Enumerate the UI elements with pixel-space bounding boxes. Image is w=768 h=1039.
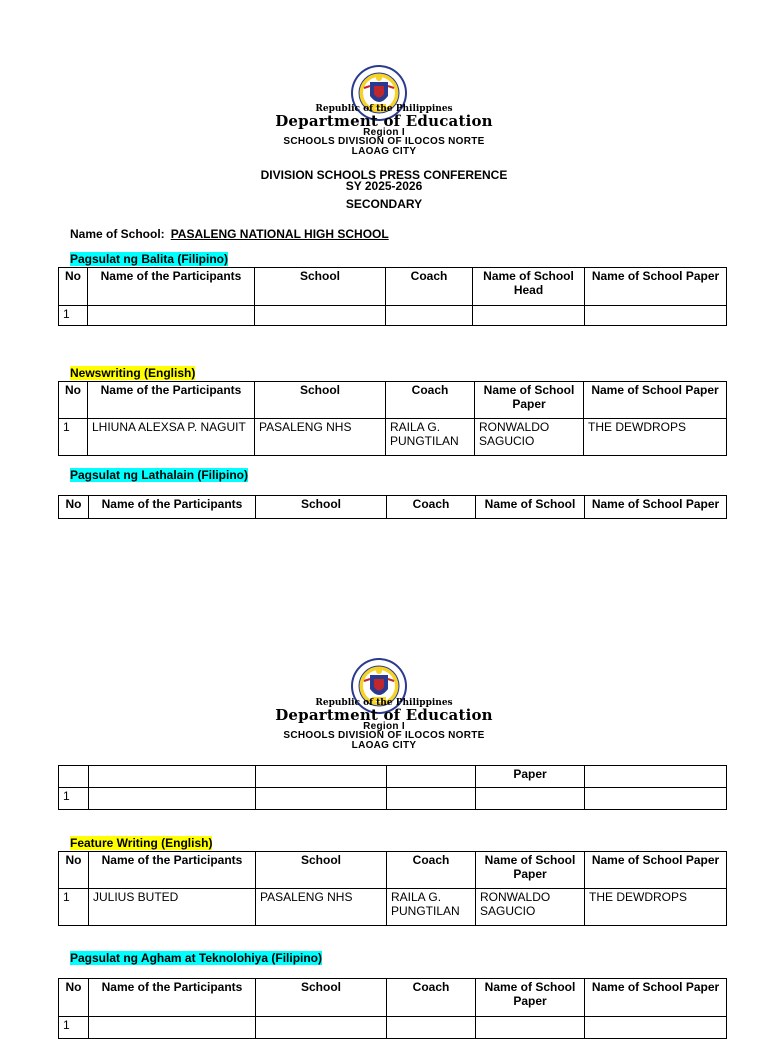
cell-paper <box>585 788 727 810</box>
cell-no: 1 <box>59 889 89 926</box>
header-school-paper: Name of School Paper <box>585 268 727 306</box>
table-row <box>59 889 727 926</box>
cell-school <box>255 306 386 326</box>
cell-participant <box>88 306 255 326</box>
header-school-head: Name of School Paper <box>476 852 585 889</box>
header-participants: Name of the Participants <box>88 382 255 419</box>
table-row <box>59 419 727 456</box>
header-school-paper: Name of School Paper <box>585 496 727 519</box>
conference-sy: SY 2025-2026 <box>345 179 423 193</box>
letterhead-department: Department of Education <box>275 706 493 724</box>
header-participants: Name of the Participants <box>89 852 256 889</box>
cell-school: PASALENG NHS <box>256 889 387 926</box>
cell-participant <box>89 788 256 810</box>
header-school: School <box>256 979 387 1017</box>
cell-participant: LHIUNA ALEXSA P. NAGUIT <box>88 419 255 456</box>
cell-no: 1 <box>59 788 89 810</box>
cell-coach <box>386 306 473 326</box>
header-school-paper: Name of School Paper <box>584 382 727 419</box>
header-school-head: Name of School <box>476 496 585 519</box>
header-coach: Coach <box>387 979 476 1017</box>
table-row <box>59 788 727 810</box>
header-school-head: Name of School Paper <box>476 979 585 1017</box>
header-no: No <box>59 382 88 419</box>
table-lathalain-continued <box>58 765 727 810</box>
header-no: No <box>59 852 89 889</box>
cell-paper: THE DEWDROPS <box>585 889 727 926</box>
header-coach: Coach <box>386 382 475 419</box>
header-school-paper: Name of School Paper <box>585 852 727 889</box>
cell-coach <box>387 788 476 810</box>
header-coach: Coach <box>387 852 476 889</box>
section-title-newswriting: Newswriting (English) <box>70 366 196 380</box>
conference-title: DIVISION SCHOOLS PRESS CONFERENCE <box>260 168 508 182</box>
header-participants: Name of the Participants <box>88 268 255 306</box>
table-feature <box>58 851 727 926</box>
header-no: No <box>59 268 88 306</box>
table-newswriting <box>58 381 727 456</box>
cell-head: RONWALDO SAGUCIO <box>475 419 584 456</box>
cell-coach: RAILA G. PUNGTILAN <box>386 419 475 456</box>
header-school-head-continued: Paper <box>476 766 585 788</box>
section-title-agham: Pagsulat ng Agham at Teknolohiya (Filipino) <box>70 951 323 965</box>
table-balita <box>58 267 727 326</box>
header-participants: Name of the Participants <box>89 496 256 519</box>
header-school-head: Name of School Head <box>473 268 585 306</box>
school-name-line <box>70 227 389 241</box>
cell-no: 1 <box>59 419 88 456</box>
header-participants: Name of the Participants <box>89 979 256 1017</box>
cell-head: RONWALDO SAGUCIO <box>476 889 585 926</box>
cell-school <box>256 788 387 810</box>
section-title-feature: Feature Writing (English) <box>70 836 213 850</box>
letterhead-republic: Republic of the Philippines <box>315 698 453 708</box>
letterhead-city: LAOAG CITY <box>351 146 417 157</box>
header-school: School <box>255 268 386 306</box>
table-agham <box>58 978 727 1039</box>
school-name-value: PASALENG NATIONAL HIGH SCHOOL <box>170 227 389 241</box>
section-title-balita: Pagsulat ng Balita (Filipino) <box>70 252 229 266</box>
cell-coach: RAILA G. PUNGTILAN <box>387 889 476 926</box>
header-coach: Coach <box>386 268 473 306</box>
table-row <box>59 1017 727 1039</box>
cell-no: 1 <box>59 306 88 326</box>
letterhead-department: Department of Education <box>275 112 493 130</box>
conference-level: SECONDARY <box>345 197 423 211</box>
cell-head <box>473 306 585 326</box>
cell-head <box>476 788 585 810</box>
letterhead-region: Region I <box>363 127 405 138</box>
cell-participant: JULIUS BUTED <box>89 889 256 926</box>
header-school: School <box>255 382 386 419</box>
header-school: School <box>256 496 387 519</box>
header-coach: Coach <box>387 496 476 519</box>
cell-no: 1 <box>59 1017 89 1039</box>
letterhead-republic: Republic of the Philippines <box>315 104 453 114</box>
cell-school: PASALENG NHS <box>255 419 386 456</box>
header-no: No <box>59 979 89 1017</box>
cell-paper <box>585 306 727 326</box>
letterhead-division: SCHOOLS DIVISION OF ILOCOS NORTE <box>283 136 485 147</box>
header-school-paper: Name of School Paper <box>585 979 727 1017</box>
letterhead-division: SCHOOLS DIVISION OF ILOCOS NORTE <box>283 730 485 741</box>
letterhead-region: Region I <box>363 721 405 732</box>
header-no: No <box>59 496 89 519</box>
school-name-label: Name of School: <box>70 227 165 241</box>
header-school-head: Name of School Paper <box>475 382 584 419</box>
table-row <box>59 306 727 326</box>
section-title-lathalain: Pagsulat ng Lathalain (Filipino) <box>70 468 249 482</box>
letterhead-city: LAOAG CITY <box>351 740 417 751</box>
table-lathalain-header <box>58 495 727 519</box>
header-school: School <box>256 852 387 889</box>
cell-paper: THE DEWDROPS <box>584 419 727 456</box>
